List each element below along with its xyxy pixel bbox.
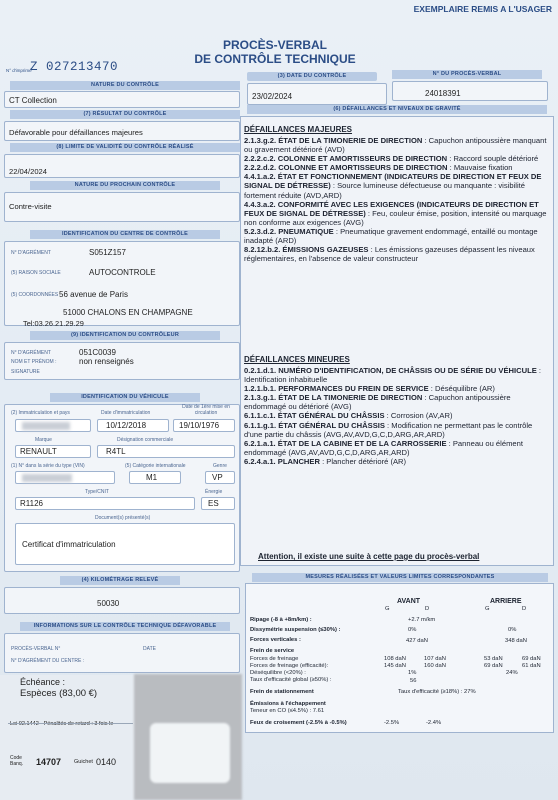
- centre-box: [4, 241, 240, 326]
- prochain-controle-value: Contre-visite: [9, 202, 52, 211]
- feux-g: -2.5%: [384, 720, 400, 726]
- majeure-item: 5.2.3.d.2. PNEUMATIQUE : Pneumatique gravement endommagé, entaillé ou montage inadapté (ARD): [244, 226, 538, 246]
- mineure-item: 6.1.1.c.1. ÉTAT GÉNÉRAL DU CHÂSSIS : Corrosion (AV,AR): [244, 411, 453, 421]
- document: Certificat d'immatriculation: [22, 540, 116, 549]
- type-field: [15, 497, 195, 510]
- genre-label: Genre: [213, 463, 227, 469]
- forces-freinage-label: Forces de freinage: [250, 656, 299, 662]
- controleur-box: [4, 342, 240, 380]
- marque-field: [15, 445, 91, 458]
- redacted-plate: [22, 422, 70, 430]
- ff-av-d: 107 daN: [424, 656, 446, 662]
- document-title: [190, 38, 360, 66]
- ffe-ar-g: 69 daN: [484, 663, 503, 669]
- type-label: Type/CNIT: [85, 489, 109, 495]
- mineure-item: 6.2.1.a.1. ÉTAT DE LA CABINE ET DE LA CARROSSERIE : Panneau ou élément endommagé (AVG,AV,AVD,G,C,D,ARG,AR,ARD): [244, 438, 523, 457]
- centre-header: IDENTIFICATION DU CENTRE DE CONTRÔLE: [30, 230, 220, 239]
- loi: Loi 92.1442 - Pénalités de retard : 3 fois le: [10, 721, 114, 727]
- energie: ES: [208, 499, 219, 508]
- centre-address-1: 56 avenue de Paris: [59, 290, 128, 299]
- nature-controle-box: [4, 91, 240, 108]
- prochain-controle-header: NATURE DU PROCHAIN CONTRÔLE: [30, 181, 220, 190]
- guichet-label: Guichet: [74, 759, 93, 765]
- date-immat-field: [97, 419, 169, 432]
- arriere-g: G: [485, 606, 490, 612]
- pv-number-label: PROCÈS-VERBAL N°: [11, 646, 61, 652]
- categorie-field: [129, 471, 181, 484]
- guichet: 0140: [96, 757, 117, 767]
- avant-g: G: [385, 606, 390, 612]
- dissym-ar: 0%: [508, 627, 517, 633]
- ff-ar-d: 69 daN: [522, 656, 541, 662]
- date-controle-value: 23/02/2024: [252, 92, 293, 101]
- ff-ar-g: 53 daN: [484, 656, 503, 662]
- majeure-item: 4.4.1.a.2. ÉTAT ET FONCTIONNEMENT (INDICATEURS DE DIRECTION ET FEUX DE SIGNAL DE DÉTRESSE) : Source lumineuse défectueuse ou manquante : visibilité fortement réduite (AVD,ARD): [244, 172, 542, 200]
- documents-label: Document(s) présenté(s): [95, 515, 151, 521]
- code-banque-label: Code Banq.: [10, 755, 24, 767]
- centre-raison: AUTOCONTROLE: [89, 268, 156, 277]
- serial-number: Z 027213470: [30, 60, 119, 74]
- feux-label: Feux de croisement (-2.5% à -0.5%): [250, 720, 347, 726]
- numero-pv-value: 24018391: [425, 89, 461, 98]
- taux-value: 56: [410, 678, 417, 684]
- controleur-header: (9) IDENTIFICATION DU CONTRÔLEUR: [30, 331, 220, 340]
- mineures-title: DÉFAILLANCES MINEURES: [244, 355, 350, 364]
- mineure-item: 6.2.4.a.1. PLANCHER : Plancher détérioré (AR): [244, 456, 407, 466]
- date-mise-field: [173, 419, 235, 432]
- vehicule-header: IDENTIFICATION DU VÉHICULE: [50, 393, 200, 402]
- nature-controle-header: NATURE DU CONTRÔLE: [10, 81, 240, 90]
- centre-coord-label: (5) COORDONNÉES: [11, 292, 59, 298]
- mineure-item: 0.2.1.d.1. NUMÉRO D'IDENTIFICATION, DE CHÂSSIS OU DE SÉRIE DU VÉHICULE : Identification inhabituelle: [244, 366, 542, 385]
- controleur-agrement: 051C0039: [79, 348, 116, 357]
- serial-label: N° d'imprimé: [6, 68, 32, 73]
- mineures-list: [244, 366, 548, 466]
- designation-field: [97, 445, 235, 458]
- designation-label: Désignation commerciale: [117, 437, 174, 443]
- immat-label: (2) Immatriculation et pays: [11, 410, 70, 416]
- centre-tel: Tel:03.26.21.29.29: [23, 319, 84, 328]
- deseq-ar: 24%: [506, 670, 518, 676]
- genre: VP: [212, 473, 223, 482]
- dissym-av: 0%: [408, 627, 417, 633]
- majeure-item: 2.1.3.g.2. ÉTAT DE LA TIMONERIE DE DIRECTION : Capuchon antipoussière manquant ou gravement détérioré (AVD): [244, 136, 547, 155]
- vin-field: [15, 471, 115, 484]
- date-immat: 10/12/2018: [106, 421, 147, 430]
- limite-validite-header: (8) LIMITE DE VALIDITÉ DU CONTRÔLE RÉALISÉ: [10, 143, 240, 152]
- resultat-header: (7) RÉSULTAT DU CONTRÔLE: [10, 110, 240, 119]
- documents-field: [15, 523, 235, 565]
- numero-pv-box: [392, 81, 548, 101]
- energie-label: Énergie: [205, 489, 223, 495]
- copy-label: EXEMPLAIRE REMIS A L'USAGER: [413, 4, 552, 14]
- majeures-title: DÉFAILLANCES MAJEURES: [244, 125, 353, 134]
- avant-header: AVANT: [397, 598, 421, 605]
- frein-service-label: Frein de service: [250, 648, 295, 654]
- type: R1126: [20, 499, 43, 508]
- ripage-value: +2.7 m/km: [408, 617, 436, 623]
- kilometrage-header: (4) KILOMÉTRAGE RELEVÉ: [60, 576, 180, 585]
- date-immat-label: Date d'immatriculation: [101, 410, 151, 416]
- prochain-controle-box: [4, 192, 240, 222]
- info-defavorable-box: [4, 633, 240, 673]
- date-controle-box: [247, 83, 387, 105]
- avant-d: D: [425, 606, 430, 612]
- taux-label: Taux d'efficacité global (≥50%) :: [250, 677, 332, 683]
- frein-stat-value: Taux d'efficacité (≥18%) : 27%: [398, 689, 476, 695]
- kilometrage-value: 50030: [97, 599, 120, 608]
- attention-note: Attention, il existe une suite à cette page du procès-verbal: [258, 552, 480, 561]
- forces-vert-ar: 348 daN: [505, 638, 527, 644]
- majeure-item: 8.2.12.b.2. ÉMISSIONS GAZEUSES : Les émissions gazeuses dépassent les niveaux réglementaires, en l'absence de valeur constructeur: [244, 245, 535, 264]
- ripage-label: Ripage (-8 à +8m/km) :: [250, 617, 312, 623]
- mineure-item: 2.1.3.g.1. ÉTAT DE LA TIMONERIE DE DIRECTION : Capuchon antipoussière endommagé ou détérioré (AVG): [244, 393, 511, 412]
- majeure-item: 4.4.3.a.2. CONFORMITÉ AVEC LES EXIGENCES (INDICATEURS DE DIRECTION ET FEUX DE SIGNAL DE DÉTRESSE) : Feu, couleur émise, position, intensité ou marquage non conforme aux exigences (AVG): [244, 199, 547, 227]
- vin-label: (1) N° dans la série du type (VIN): [11, 463, 85, 469]
- immat-field: [15, 419, 91, 432]
- title-line-1: PROCÈS-VERBAL: [222, 38, 327, 52]
- defaillances-header: (6) DÉFAILLANCES ET NIVEAUX DE GRAVITÉ: [247, 105, 547, 114]
- title-line-2: DE CONTRÔLE TECHNIQUE: [194, 52, 356, 66]
- majeure-item: 2.2.2.d.2. COLONNE ET AMORTISSEURS DE DIRECTION : Mauvaise fixation: [244, 163, 513, 173]
- designation: R4TL: [106, 447, 126, 456]
- forces-vert-label: Forces verticales :: [250, 637, 301, 643]
- redacted-vin: [22, 474, 72, 482]
- ffe-ar-d: 61 daN: [522, 663, 541, 669]
- centre-agrement: S051Z157: [89, 248, 126, 257]
- pv-agrement-label: N° D'AGRÉMENT DU CENTRE :: [11, 658, 85, 664]
- marque-label: Marque: [35, 437, 52, 443]
- date-mise-label: Date de 1ère mise en circulation: [182, 404, 230, 416]
- centre-raison-label: (5) RAISON SOCIALE: [11, 270, 61, 276]
- date-mise: 19/10/1976: [179, 421, 220, 430]
- frein-stat-label: Frein de stationnement: [250, 689, 314, 695]
- controleur-agrement-label: N° D'AGRÉMENT: [11, 350, 51, 356]
- genre-field: [205, 471, 235, 484]
- resultat-value: Défavorable pour défaillances majeures: [9, 128, 143, 137]
- deseq-label: Déséquilibre (<20%) :: [250, 670, 306, 676]
- mesures-header: MESURES RÉALISÉES ET VALEURS LIMITES CORRESPONDANTES: [252, 573, 548, 582]
- categorie: M1: [146, 473, 158, 482]
- date-controle-header: (3) DATE DU CONTRÔLE: [247, 72, 377, 81]
- arriere-header: ARRIERE: [490, 598, 522, 605]
- controleur-nom: non renseignés: [79, 357, 134, 366]
- forces-vert-av: 427 daN: [406, 638, 428, 644]
- info-defavorable-header: INFORMATIONS SUR LE CONTRÔLE TECHNIQUE DÉFAVORABLE: [20, 622, 230, 631]
- resultat-box: [4, 121, 240, 141]
- dissym-label: Dissymétrie suspension (≤30%) :: [250, 627, 341, 633]
- emissions-label: Émissions à l'échappement: [250, 701, 326, 707]
- ffe-label: Forces de freinage (efficacité):: [250, 663, 329, 669]
- majeures-list: [244, 136, 548, 263]
- controleur-nom-label: NOM ET PRÉNOM :: [11, 359, 57, 365]
- numero-pv-header: N° DU PROCÈS-VERBAL: [392, 70, 542, 79]
- kilometrage-box: [4, 587, 240, 614]
- centre-agrement-label: N° D'AGRÉMENT: [11, 250, 51, 256]
- arriere-d: D: [522, 606, 527, 612]
- ffe-av-g: 145 daN: [384, 663, 406, 669]
- pv-date-label: DATE: [143, 646, 156, 652]
- deseq-av: 1%: [408, 670, 417, 676]
- nature-controle-value: CT Collection: [9, 96, 57, 105]
- majeure-item: 2.2.2.c.2. COLONNE ET AMORTISSEURS DE DIRECTION : Raccord souple détérioré: [244, 154, 539, 164]
- ffe-av-d: 160 daN: [424, 663, 446, 669]
- limite-validite-value: 22/04/2024: [9, 167, 48, 176]
- vehicule-box: [4, 404, 240, 572]
- ff-av-g: 108 daN: [384, 656, 406, 662]
- energie-field: [201, 497, 235, 510]
- categorie-label: (5) Catégorie internationale: [125, 463, 186, 469]
- limite-validite-box: [4, 154, 240, 178]
- mineure-item: 6.1.1.g.1. ÉTAT GÉNÉRAL DU CHÂSSIS : Modification ne permettant pas le contrôle d'une partie du châssis (AVG,AV,AVD,G,C,D,ARG,AR,ARD): [244, 420, 533, 439]
- feux-d: -2.4%: [426, 720, 442, 726]
- controleur-signature-label: SIGNATURE: [11, 369, 40, 375]
- teneur-co: Teneur en CO (≤4.5%) : 7.61: [250, 708, 325, 714]
- echeance: Échéance :: [20, 677, 66, 687]
- centre-address-2: 51000 CHALONS EN CHAMPAGNE: [63, 308, 193, 317]
- especes: Espèces (83,00 €): [20, 688, 98, 699]
- code-banque: 14707: [36, 757, 62, 767]
- marque: RENAULT: [20, 447, 57, 456]
- hologram-sticker: [150, 723, 230, 783]
- mineure-item: 1.2.1.b.1. PERFORMANCES DU FREIN DE SERVICE : Déséquilibre (AR): [244, 384, 495, 394]
